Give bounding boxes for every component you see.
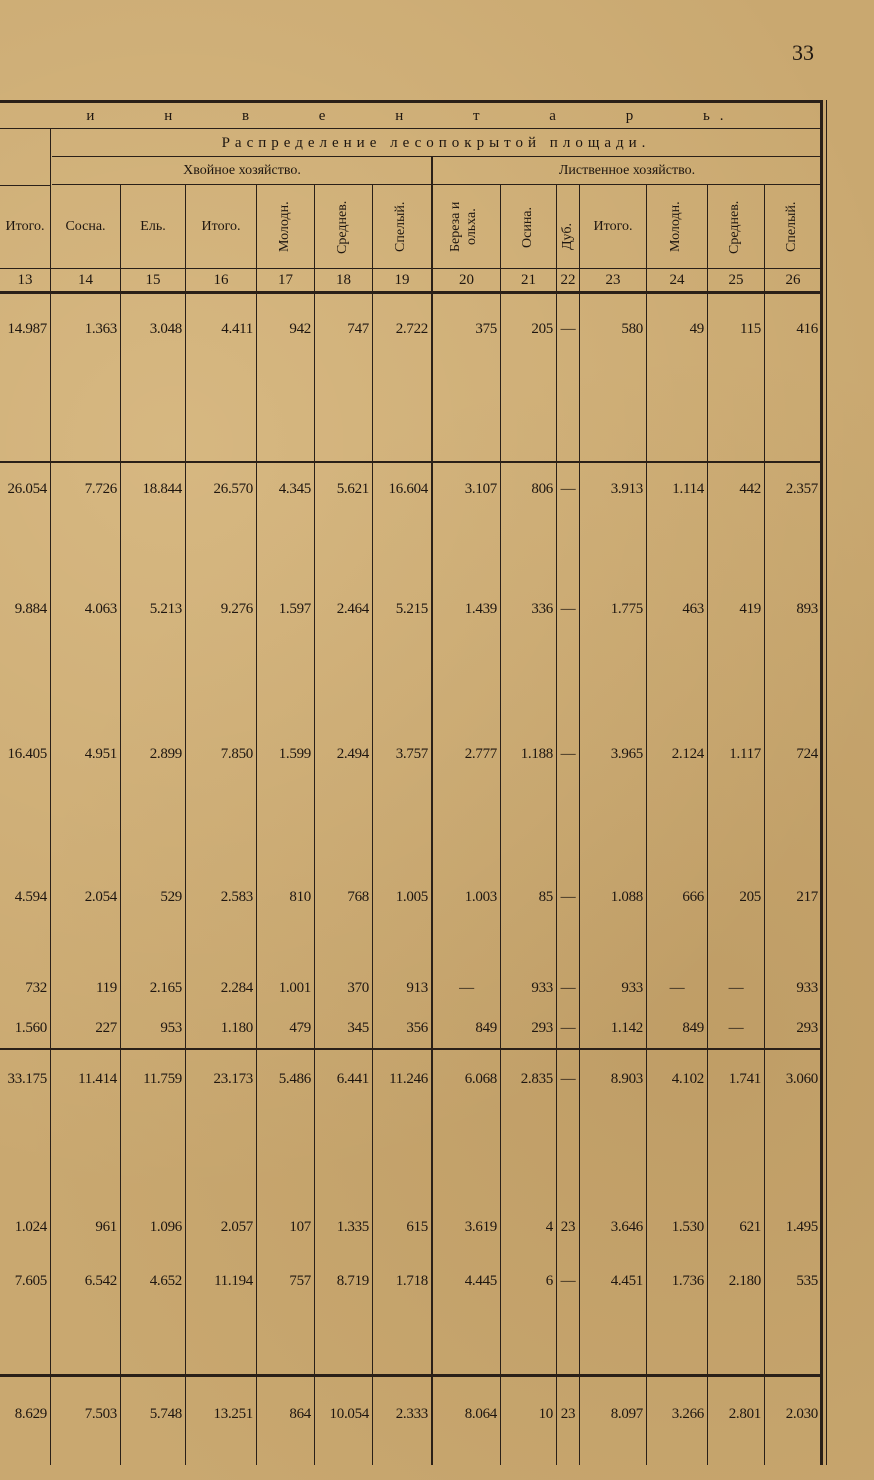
table-cell: 621 bbox=[739, 1219, 761, 1235]
table-cell: 2.899 bbox=[149, 746, 182, 762]
column-number: 17 bbox=[278, 272, 293, 288]
table-cell: 4.594 bbox=[14, 889, 47, 905]
table-cell: 3.619 bbox=[464, 1219, 497, 1235]
table-cell: — bbox=[560, 1273, 576, 1289]
table-cell: — bbox=[560, 746, 576, 762]
table-cell: 1.599 bbox=[278, 746, 311, 762]
header-pine: Сосна. bbox=[65, 219, 106, 234]
table-cell: 913 bbox=[406, 980, 428, 996]
table-cell: — bbox=[560, 601, 576, 617]
table-cell: 11.759 bbox=[143, 1071, 182, 1087]
table-cell: 1.736 bbox=[671, 1273, 704, 1289]
page-number: 33 bbox=[792, 40, 814, 65]
table-cell: 5.215 bbox=[395, 601, 428, 617]
table-cell: — bbox=[560, 980, 576, 996]
table-cell: 8.719 bbox=[336, 1273, 369, 1289]
table-cell: 13.251 bbox=[213, 1406, 253, 1422]
header-mature-26: Спелый. bbox=[784, 201, 799, 253]
table-cell: — bbox=[560, 321, 576, 337]
table-cell: 345 bbox=[347, 1020, 369, 1036]
table-cell: 1.005 bbox=[395, 889, 428, 905]
table-cell: 4 bbox=[545, 1219, 553, 1235]
table-cell: 3.965 bbox=[610, 746, 643, 762]
table-cell: 2.801 bbox=[728, 1406, 761, 1422]
header-mid-18: Среднев. bbox=[335, 200, 350, 254]
table-cell: 4.445 bbox=[464, 1273, 497, 1289]
table-cell: 18.844 bbox=[142, 481, 182, 497]
table-cell: 26.054 bbox=[7, 481, 47, 497]
table-cell: 9.884 bbox=[14, 601, 47, 617]
table-cell: 666 bbox=[682, 889, 704, 905]
table-cell: 7.726 bbox=[84, 481, 117, 497]
table-cell: 5.486 bbox=[278, 1071, 311, 1087]
table-cell: 615 bbox=[406, 1219, 428, 1235]
column-number: 18 bbox=[336, 272, 351, 288]
column-number: 13 bbox=[17, 272, 33, 288]
column-number: 20 bbox=[459, 272, 474, 288]
table-cell: 23 bbox=[560, 1219, 576, 1235]
table-cell: 419 bbox=[739, 601, 761, 617]
table-cell: 375 bbox=[475, 321, 497, 337]
table-cell: — bbox=[459, 980, 474, 996]
header-total-23: Итого. bbox=[593, 219, 633, 234]
table-cell: 463 bbox=[682, 601, 704, 617]
table-cell: 2.333 bbox=[395, 1406, 428, 1422]
table-cell: 11.414 bbox=[78, 1071, 117, 1087]
table-cell: 529 bbox=[160, 889, 182, 905]
table-cell: 1.718 bbox=[395, 1273, 428, 1289]
table-cell: 893 bbox=[796, 601, 818, 617]
table-cell: 2.464 bbox=[336, 601, 369, 617]
table-cell: 2.835 bbox=[520, 1071, 553, 1087]
table-cell: 11.246 bbox=[389, 1071, 428, 1087]
table-cell: 1.024 bbox=[14, 1219, 47, 1235]
table-cell: 1.741 bbox=[728, 1071, 761, 1087]
column-number: 24 bbox=[669, 272, 685, 288]
table-cell: 227 bbox=[95, 1020, 117, 1036]
table-cell: 6.542 bbox=[84, 1273, 117, 1289]
header-young-17: Молодн. bbox=[277, 201, 292, 253]
table-cell: 4.451 bbox=[610, 1273, 643, 1289]
table-cell: 11.194 bbox=[214, 1273, 253, 1289]
table-cell: 8.097 bbox=[610, 1406, 643, 1422]
table-cell: 1.117 bbox=[729, 746, 761, 762]
table-cell: 3.107 bbox=[464, 481, 497, 497]
column-number: 26 bbox=[785, 272, 801, 288]
table-cell: 2.494 bbox=[336, 746, 369, 762]
table-cell: 849 bbox=[682, 1020, 704, 1036]
table-cell: 3.048 bbox=[149, 321, 182, 337]
table-cell: 1.114 bbox=[672, 481, 704, 497]
table-cell: 2.124 bbox=[671, 746, 704, 762]
table-cell: 933 bbox=[531, 980, 553, 996]
table-cell: 16.405 bbox=[7, 746, 47, 762]
table-cell: 119 bbox=[95, 980, 117, 996]
header-total-13: Итого. bbox=[5, 219, 45, 234]
table-cell: 3.913 bbox=[610, 481, 643, 497]
table-cell: 961 bbox=[95, 1219, 117, 1235]
header-mid-25: Среднев. bbox=[727, 200, 742, 254]
table-cell: 2.777 bbox=[464, 746, 497, 762]
table-cell: 14.987 bbox=[7, 321, 47, 337]
column-number: 22 bbox=[560, 272, 576, 288]
header-spruce: Ель. bbox=[140, 219, 166, 234]
table-cell: 810 bbox=[289, 889, 311, 905]
table-cell: 1.180 bbox=[220, 1020, 253, 1036]
table-cell: 8.064 bbox=[464, 1406, 497, 1422]
table-cell: 6.068 bbox=[464, 1071, 497, 1087]
table-cell: 2.357 bbox=[785, 481, 818, 497]
table-cell: — bbox=[669, 980, 685, 996]
table-cell: 535 bbox=[796, 1273, 818, 1289]
table-cell: 115 bbox=[739, 321, 761, 337]
table-cell: 4.102 bbox=[671, 1071, 704, 1087]
table-cell: 1.560 bbox=[14, 1020, 47, 1036]
table-cell: 849 bbox=[475, 1020, 497, 1036]
table-cell: 5.213 bbox=[149, 601, 182, 617]
column-number: 25 bbox=[728, 272, 744, 288]
table-cell: 4.951 bbox=[84, 746, 117, 762]
table-cell: 1.597 bbox=[278, 601, 311, 617]
column-number: 14 bbox=[78, 272, 93, 288]
table-cell: 85 bbox=[538, 889, 553, 905]
table-cell: 2.054 bbox=[84, 889, 117, 905]
table-cell: 205 bbox=[739, 889, 761, 905]
table-cell: 8.903 bbox=[610, 1071, 643, 1087]
table-cell: 5.748 bbox=[149, 1406, 182, 1422]
table-cell: 1.775 bbox=[610, 601, 643, 617]
table-cell: 1.363 bbox=[84, 321, 117, 337]
table-cell: 747 bbox=[347, 321, 369, 337]
header-aspen: Осина. bbox=[520, 206, 535, 248]
table-cell: 2.583 bbox=[220, 889, 253, 905]
header-total-16: Итого. bbox=[201, 219, 241, 234]
table-cell: 293 bbox=[796, 1020, 818, 1036]
table-cell: 1.188 bbox=[520, 746, 553, 762]
group-coniferous: Хвойное хозяйство. bbox=[183, 163, 301, 178]
table-cell: 1.142 bbox=[610, 1020, 643, 1036]
table-cell: 6 bbox=[545, 1273, 553, 1289]
column-number: 21 bbox=[521, 272, 536, 288]
table-cell: 2.180 bbox=[728, 1273, 761, 1289]
table-cell: 49 bbox=[689, 321, 704, 337]
table-cell: 7.605 bbox=[14, 1273, 47, 1289]
table-cell: 732 bbox=[25, 980, 47, 996]
table-cell: 217 bbox=[796, 889, 818, 905]
title-inventory: и н в е н т а р ь. bbox=[86, 108, 734, 124]
table-cell: 8.629 bbox=[14, 1406, 47, 1422]
table-cell: 442 bbox=[739, 481, 761, 497]
table-cell: 580 bbox=[621, 321, 643, 337]
table-cell: 1.439 bbox=[464, 601, 497, 617]
table-cell: 5.621 bbox=[336, 481, 369, 497]
column-number: 15 bbox=[145, 272, 161, 288]
table-cell: — bbox=[560, 1071, 576, 1087]
table-cell: 1.530 bbox=[671, 1219, 704, 1235]
table-cell: 293 bbox=[531, 1020, 553, 1036]
table-cell: 7.503 bbox=[84, 1406, 117, 1422]
table-cell: — bbox=[728, 980, 744, 996]
table-cell: 4.411 bbox=[221, 321, 253, 337]
table-cell: 10 bbox=[538, 1406, 553, 1422]
table-cell: 2.165 bbox=[149, 980, 182, 996]
table-cell: 3.646 bbox=[610, 1219, 643, 1235]
table-cell: 864 bbox=[289, 1406, 311, 1422]
table-cell: 3.060 bbox=[785, 1071, 818, 1087]
table-cell: 933 bbox=[621, 980, 643, 996]
table-cell: 2.030 bbox=[785, 1406, 818, 1422]
table-cell: 416 bbox=[796, 321, 818, 337]
column-number: 23 bbox=[605, 272, 621, 288]
table-cell: 23.173 bbox=[213, 1071, 253, 1087]
table-cell: 4.063 bbox=[84, 601, 117, 617]
table-cell: — bbox=[560, 889, 576, 905]
table-cell: 2.057 bbox=[220, 1219, 253, 1235]
table-cell: 10.054 bbox=[329, 1406, 369, 1422]
table-cell: 953 bbox=[160, 1020, 182, 1036]
column-number: 16 bbox=[213, 272, 229, 288]
table-cell: 1.003 bbox=[464, 889, 497, 905]
table-cell: 370 bbox=[347, 980, 369, 996]
table-cell: 33.175 bbox=[7, 1071, 47, 1087]
table-cell: — bbox=[560, 481, 576, 497]
table-cell: 1.495 bbox=[785, 1219, 818, 1235]
table-cell: 23 bbox=[560, 1406, 576, 1422]
table-cell: 933 bbox=[796, 980, 818, 996]
table-cell: 1.335 bbox=[336, 1219, 369, 1235]
table-cell: 205 bbox=[531, 321, 553, 337]
table-cell: — bbox=[560, 1020, 576, 1036]
table-cell: 16.604 bbox=[388, 481, 428, 497]
table-cell: 107 bbox=[289, 1219, 311, 1235]
table-cell: 2.722 bbox=[395, 321, 428, 337]
table-cell: 356 bbox=[406, 1020, 428, 1036]
header-mature-19: Спелый. bbox=[393, 201, 408, 253]
table-cell: 4.345 bbox=[278, 481, 311, 497]
table-cell: 26.570 bbox=[213, 481, 253, 497]
table-cell: 1.001 bbox=[278, 980, 311, 996]
table-cell: 768 bbox=[347, 889, 369, 905]
header-oak: Дуб. bbox=[560, 223, 575, 251]
column-number: 19 bbox=[394, 272, 410, 288]
title-distribution: Распределение лесопокрытой площади. bbox=[221, 135, 651, 151]
table-cell: 9.276 bbox=[220, 601, 253, 617]
table-cell: 1.096 bbox=[149, 1219, 182, 1235]
table-cell: 3.757 bbox=[395, 746, 428, 762]
header-young-24: Молодн. bbox=[668, 201, 683, 253]
table-cell: 942 bbox=[289, 321, 311, 337]
table-cell: 6.441 bbox=[336, 1071, 369, 1087]
table-cell: 479 bbox=[289, 1020, 311, 1036]
header-birch-alder: Береза и ольха. bbox=[448, 201, 479, 253]
table-cell: 757 bbox=[289, 1273, 311, 1289]
table-cell: 7.850 bbox=[220, 746, 253, 762]
table-cell: 2.284 bbox=[220, 980, 253, 996]
group-deciduous: Лиственное хозяйство. bbox=[558, 163, 696, 178]
table-cell: 4.652 bbox=[149, 1273, 182, 1289]
table-cell: 806 bbox=[531, 481, 553, 497]
table-cell: 336 bbox=[531, 601, 553, 617]
table-cell: 1.088 bbox=[610, 889, 643, 905]
table-cell: 3.266 bbox=[671, 1406, 704, 1422]
table-cell: 724 bbox=[796, 746, 818, 762]
table-cell: — bbox=[728, 1020, 744, 1036]
